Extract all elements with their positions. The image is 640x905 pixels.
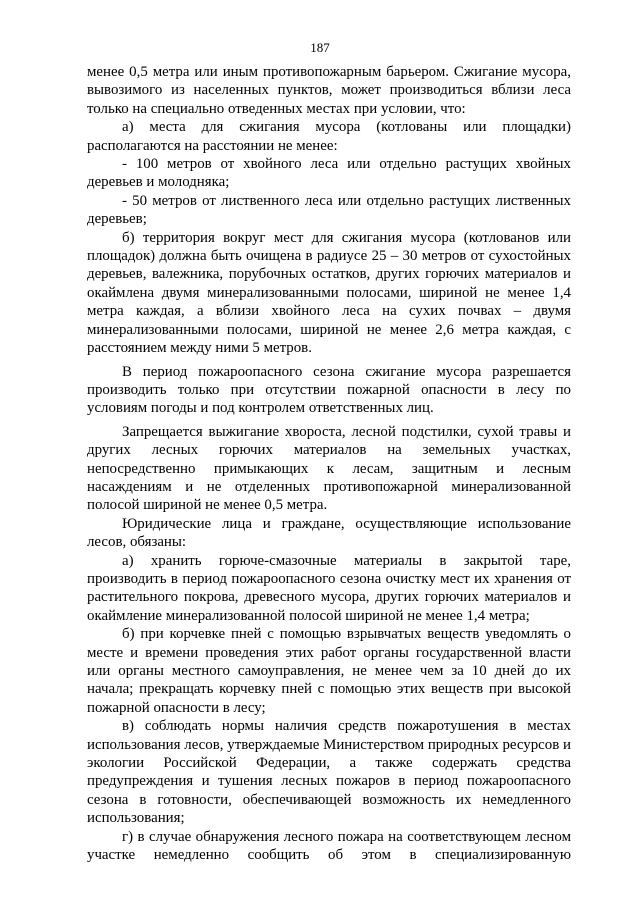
page-number: 187 bbox=[310, 40, 330, 55]
document-body bbox=[87, 63, 571, 864]
paragraph-10: б) при корчевке пней с помощью взрывчатых веществ уведомлять о месте и времени проведения этих работ органы государственной власти или органы местного самоуправления, не менее чем за 10 дней до их начала; прекращать корчевку пней с помощью этих веществ при высокой пожарной опасности в лесу; bbox=[87, 626, 571, 716]
paragraph-12: г) в случае обнаружения лесного пожара на соответствующем лесном участке немедленно сообщить об этом в специализированную bbox=[87, 828, 571, 864]
paragraph-6: В период пожароопасного сезона сжигание мусора разрешается производить только при отсутствии пожарной опасности в лесу по условиям погоды и под контролем ответственных лиц. bbox=[87, 363, 571, 417]
paragraph-1: менее 0,5 метра или иным противопожарным барьером. Сжигание мусора, вывозимого из населенных пунктов, может производиться вблизи леса только на специально отведенных местах при условии, что: bbox=[87, 64, 571, 117]
paragraph-2: а) места для сжигания мусора (котлованы или площадки) располагаются на расстоянии не менее: bbox=[87, 119, 571, 154]
paragraph-3: - 100 метров от хвойного леса или отдельно растущих хвойных деревьев и молодняка; bbox=[87, 156, 571, 191]
paragraph-11: в) соблюдать нормы наличия средств пожаротушения в местах использования лесов, утверждаемые Министерством природных ресурсов и экологии Российской Федерации, а также содержать средства предупреждения и тушения лесных пожаров в период пожароопасного сезона в готовности, обеспечивающей возможность их немедленного использования; bbox=[87, 718, 571, 827]
paragraph-5: б) территория вокруг мест для сжигания мусора (котлованов или площадок) должна быть очищена в радиусе 25 – 30 метров от сухостойных деревьев, валежника, порубочных остатков, других горючих материалов и окаймлена двумя минерализованными полосами, шириной не менее 1,4 метра каждая, а вблизи хвойного леса на сухих почвах – двумя минерализованными полосами, шириной не менее 2,6 метра каждая, с расстоянием между ними 5 метров. bbox=[87, 229, 571, 357]
paragraph-4: - 50 метров от лиственного леса или отдельно растущих лиственных деревьев; bbox=[87, 192, 571, 228]
paragraph-8: Юридические лица и граждане, осуществляющие использование лесов, обязаны: bbox=[87, 515, 571, 551]
paragraph-7: Запрещается выжигание хвороста, лесной подстилки, сухой травы и других лесных горючих материалов на земельных участках, непосредственно примыкающих к лесам, защитным и лесным насаждениям и не отделенных противопожарной минерализованной полосой шириной не менее 0,5 метра. bbox=[87, 423, 571, 514]
paragraph-9: а) хранить горюче-смазочные материалы в закрытой таре, производить в период пожароопасного сезона очистку мест их хранения от растительного покрова, древесного мусора, других горючих материалов и окаймление минерализованной полосой шириной не менее 1,4 метра; bbox=[87, 552, 571, 624]
